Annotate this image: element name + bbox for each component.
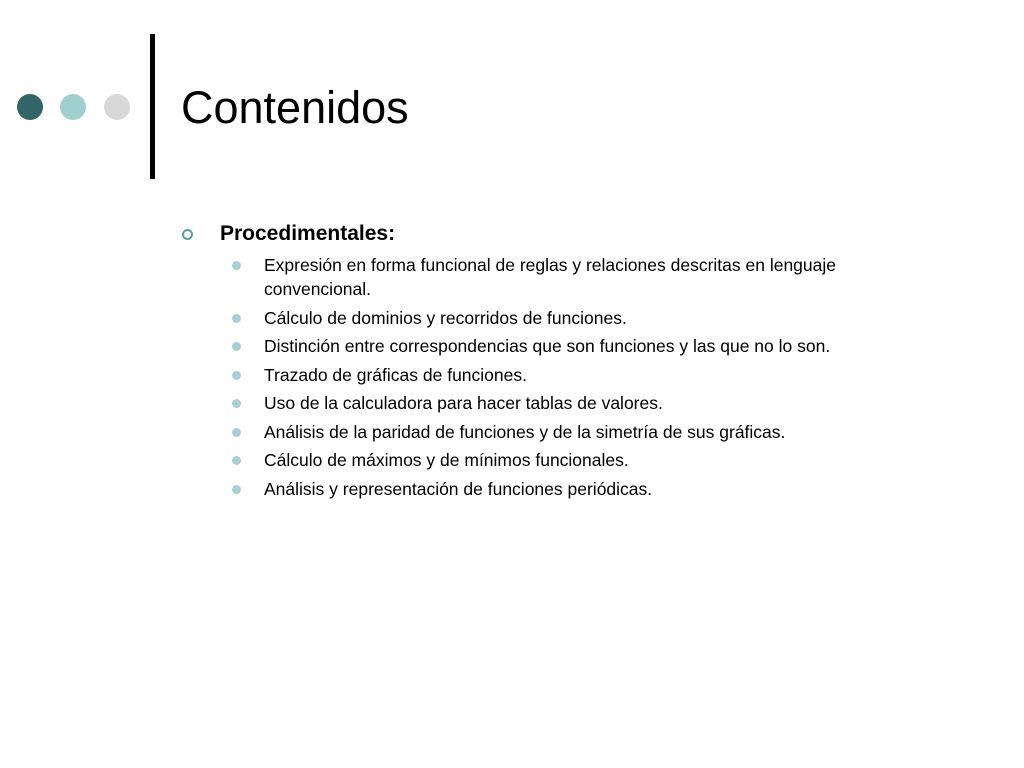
list-item-text: Cálculo de máximos y de mínimos funcionales.: [264, 450, 629, 470]
list-item-text: Trazado de gráficas de funciones.: [264, 364, 527, 385]
dot-bullet-icon: [232, 342, 241, 351]
dot-bullet-icon: [232, 371, 241, 380]
list-item: [182, 253, 942, 301]
title-divider: [150, 34, 155, 179]
slide-body: [182, 219, 942, 505]
list-item: [182, 334, 942, 358]
light-teal-dot-icon: [60, 94, 86, 120]
list-item: [182, 448, 942, 472]
list-item-text: Distinción entre correspondencias que son funciones y las que no lo son.: [264, 336, 831, 356]
list-item-text: Cálculo de dominios y recorridos de funciones.: [264, 307, 627, 328]
dot-bullet-icon: [232, 314, 241, 323]
ring-bullet-icon: [182, 229, 193, 240]
dot-bullet-icon: [232, 456, 241, 465]
list-item-text: Uso de la calculadora para hacer tablas de valores.: [264, 393, 663, 413]
dark-teal-dot-icon: [17, 94, 43, 120]
list-item-text: Análisis de la paridad de funciones y de la simetría de sus gráficas.: [264, 421, 786, 442]
slide-title: Contenidos: [181, 82, 409, 133]
dot-bullet-icon: [232, 261, 241, 270]
list-item: [182, 391, 942, 415]
list-item-text: Expresión en forma funcional de reglas y relaciones descritas en lenguaje convencional.: [264, 255, 836, 299]
bullet-list: [182, 253, 942, 501]
list-item: [182, 363, 942, 387]
dot-bullet-icon: [232, 428, 241, 437]
list-item: [182, 306, 942, 330]
list-item: [182, 420, 942, 444]
list-item-text: Análisis y representación de funciones periódicas.: [264, 478, 653, 499]
gray-dot-icon: [104, 94, 130, 120]
section-heading-label: Procedimentales:: [220, 222, 396, 245]
dot-bullet-icon: [232, 485, 241, 494]
section-heading: [182, 219, 942, 249]
decorative-dots: [0, 0, 140, 140]
list-item: [182, 477, 942, 501]
dot-bullet-icon: [232, 399, 241, 408]
